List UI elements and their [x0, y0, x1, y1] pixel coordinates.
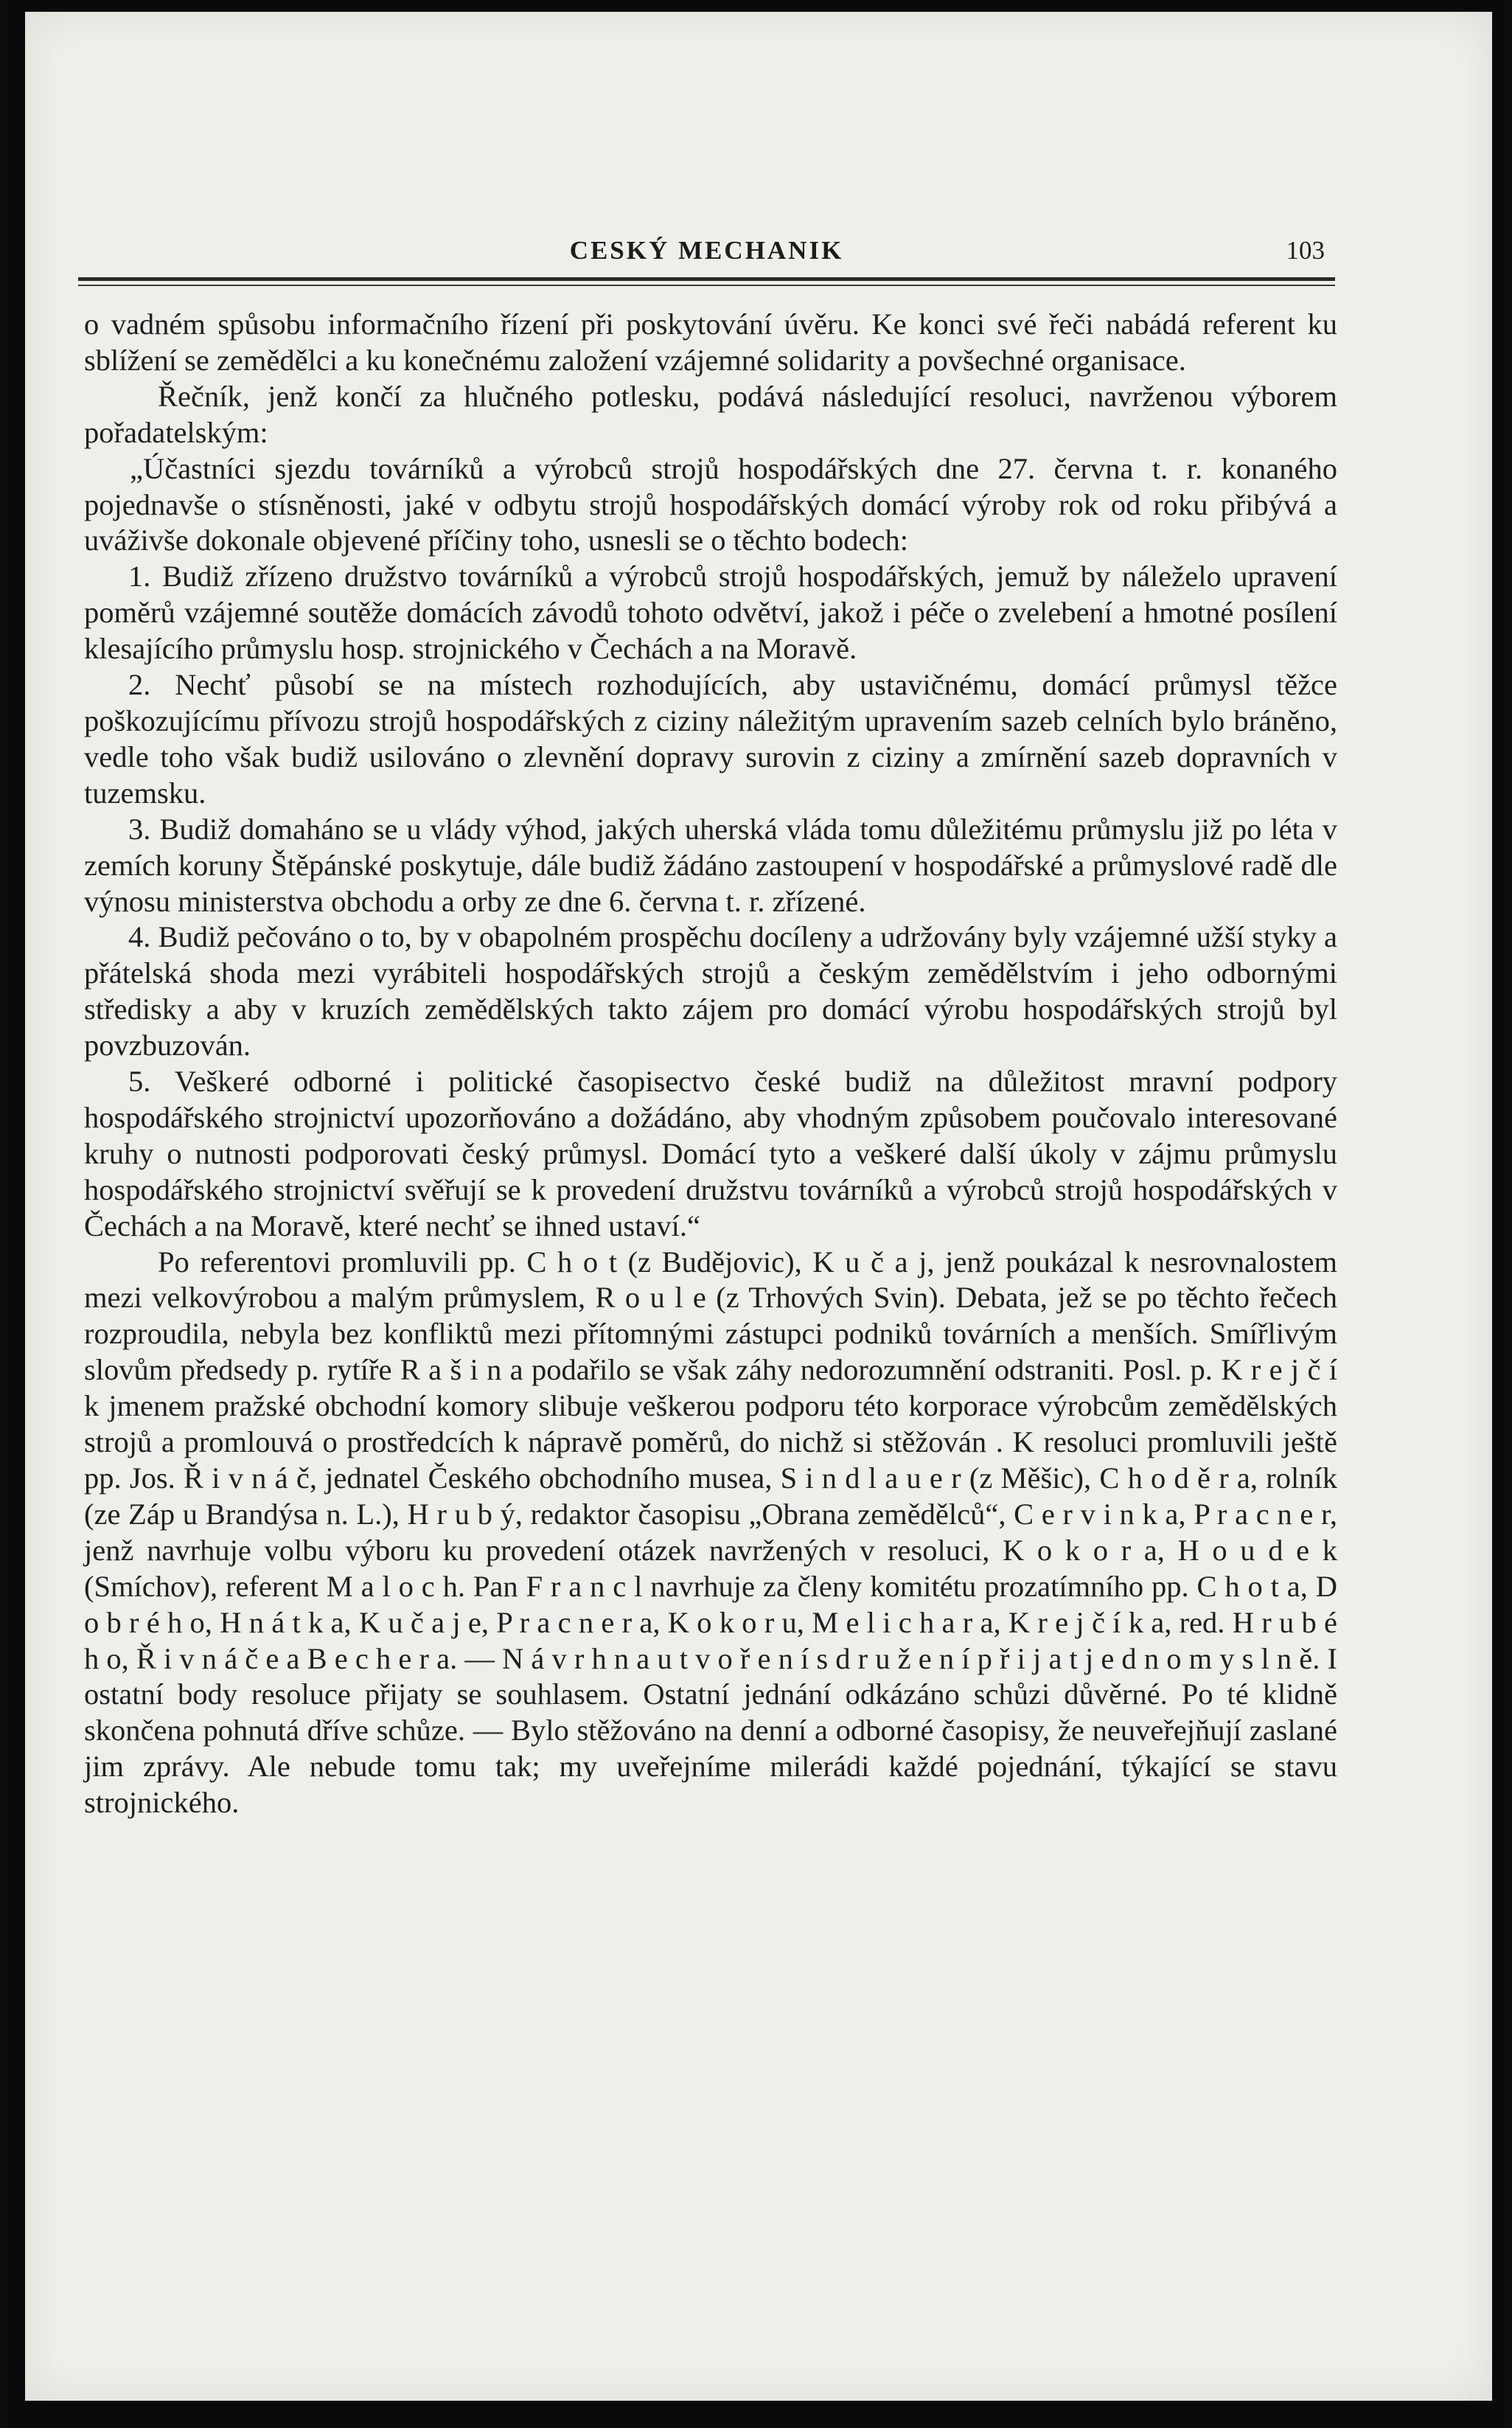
page-number: 103 — [1286, 236, 1325, 265]
paragraph-resolution-intro: „Účastníci sjezdu továrníků a výrobců strojů hospodářských dne 27. června t. r. konaného pojednavše o stísněnosti, jaké v odbytu strojů hospodářských domácí výroby rok od roku přibývá a uváživše dokonale objevené příčiny toho, usnesli se o těchto bodech: — [84, 451, 1337, 557]
resolution-point-3: 3. Budiž domaháno se u vlády výhod, jakých uherská vláda tomu důležitému průmyslu již po léta v zemích koruny Štěpánské poskytuje, dále budiž žádáno zastoupení v hospodářské a průmyslové radě dle výnosu ministerstva obchodu a orby ze dne 6. června t. r. zřízené. — [84, 812, 1337, 918]
paragraph-discussion: Po referentovi promluvili pp. C h o t (z Budějovic), K u č a j, jenž poukázal k nesrovnalostem mezi velkovýrobou a malým průmyslem, R o u l e (z Trhových Svin). Debata, jež se po těchto řečech rozproudila, nebyla bez konfliktů mezi přítomnými zástupci podniků továrních a menších. Smířlivým slovům předsedy p. rytíře R a š i n a podařilo se však záhy nedorozumnění odstraniti. Posl. p. K r e j č í k jmenem pražské obchodní komory slibuje veškerou podporu této korporace výrobcům zemědělských strojů a promlouvá o prostředcích k nápravě poměrů, do nichž si stěžován . K resoluci promluvili ještě pp. Jos. Ř i v n á č, jednatel Českého obchodního musea, S i n d l a u e r (z Měšic), C h o d ě r a, rolník (ze Záp u Brandýsa n. L.), H r u b ý, redaktor časopisu „Obrana zemědělců“, C e r v i n k a, P r a c n e r, jenž navrhuje volbu výboru ku provedení otázek navržených v resoluci, K o k o r a, H o u d e k (Smíchov), referent M a l o c h. Pan F r a n c l navrhuje za členy komitétu prozatímního pp. C h o t a, D o b r é h o, H n á t k a, K u č a j e, P r a c n e r a, K o k o r u, M e l i c h a r a, K r e j č í k a, red. H r u b é h o, Ř i v n á č e a B e c h e r a. — N á v r h n a u t v o ř e n í s d r u ž e n í p ř i j a t j e d n o m y s l n ě. I ostatní body resoluce přijaty se souhlasem. Ostatní jednání odkázáno schůzi důvěrné. Po té klidně skončena pohnutá dříve schůze. — Bylo stěžováno na denní a odborné časopisy, že neuveřejňují zaslané jim zprávy. Ale nebude tomu tak; my uveřejníme milerádi každé pojednání, týkající se stavu strojnického. — [84, 1245, 1337, 1820]
book-page — [25, 12, 1492, 2401]
header-rule-thick — [78, 277, 1335, 281]
resolution-point-4: 4. Budiž pečováno o to, by v obapolném prospěchu docíleny a udržovány byly vzájemné užší styky a přátelská shoda mezi vyrábiteli hospodářských strojů a českým zemědělstvím i jeho odbornými středisky a aby v kruzích zemědělských takto zájem pro domácí výrobu hospodářských strojů byl povzbuzován. — [84, 920, 1337, 1062]
page-header — [78, 227, 1335, 271]
paragraph-continuation: o vadném spůsobu informačního řízení při poskytování úvěru. Ke konci své řeči nabádá referent ku sblížení se zemědělci a ku konečnému založení vzájemné solidarity a povšechné organisace. — [84, 307, 1337, 377]
resolution-point-5: 5. Veškeré odborné i politické časopisectvo české budiž na důležitost mravní podpory hospodářského strojnictví upozorňováno a dožádáno, aby vhodným způsobem poučovalo interesované kruhy o nutnosti podporovati český průmysl. Domácí tyto a veškeré další úkoly v zájmu průmyslu hospodářského strojnictví svěřují se k provedení družstvu továrníků a výrobců strojů hospodářských v Čechách a na Moravě, které nechť se ihned ustaví.“ — [84, 1065, 1337, 1242]
scan-background — [7, 0, 1505, 2428]
header-rule-thin — [78, 285, 1335, 286]
paragraph-speaker: Řečník, jenž končí za hlučného potlesku, podává následující resoluci, navrženou výborem pořadatelským: — [84, 379, 1337, 449]
article-body — [84, 307, 1337, 1821]
running-title: CESKÝ MECHANIK — [569, 236, 844, 265]
resolution-point-2: 2. Nechť působí se na místech rozhodujících, aby ustavičnému, domácí průmysl těžce poškozujícímu přívozu strojů hospodářských z ciziny náležitým upravením sazeb celních bylo bráněno, vedle toho však budiž usilováno o zlevnění dopravy surovin z ciziny a zmírnění sazeb dopravních v tuzemsku. — [84, 668, 1337, 810]
resolution-point-1: 1. Budiž zřízeno družstvo továrníků a výrobců strojů hospodářských, jemuž by náleželo upravení poměrů vzájemné soutěže domácích závodů tohoto odvětví, jakož i péče o zvelebení a hmotné posílení klesajícího průmyslu hosp. strojnického v Čechách a na Moravě. — [84, 560, 1337, 666]
